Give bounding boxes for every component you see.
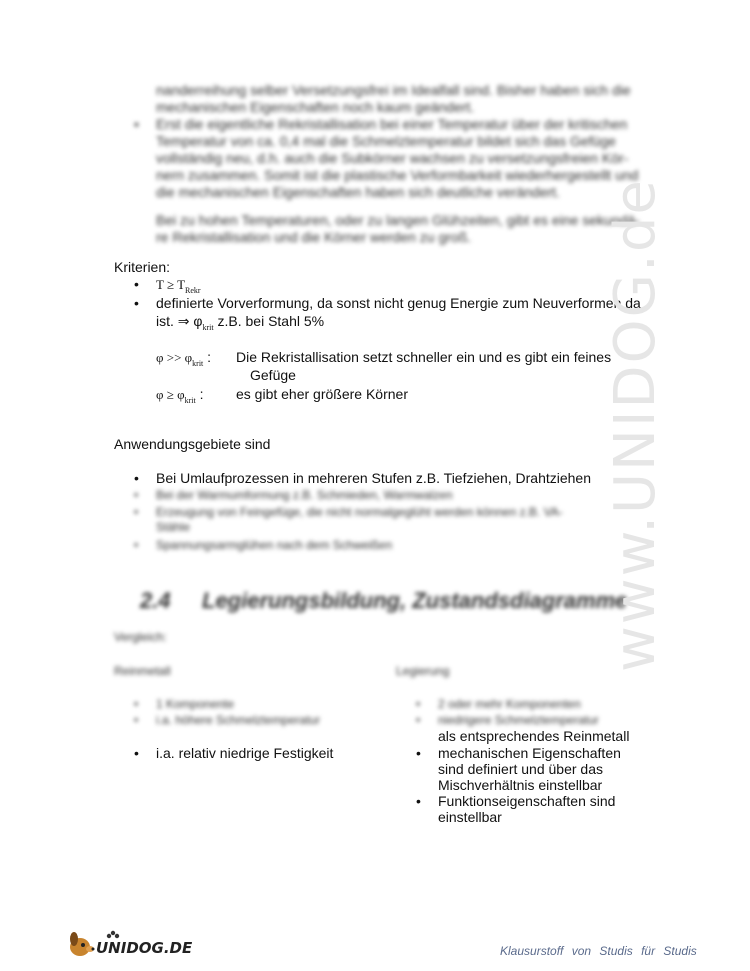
footer-tagline: Klausurstoff von Studis für Studis: [500, 944, 697, 958]
kriterien-item-vorverformung-cont: [156, 313, 324, 332]
formula-text: φ ≥ φ: [156, 387, 185, 402]
formula-subscript: Rekr: [185, 285, 201, 295]
formula-colon: :: [195, 386, 204, 402]
text-line: re Rekristallisation und die Körner werden zu groß.: [156, 229, 472, 245]
text-line: die mechanischen Eigenschaften haben sich deutliche verändert.: [156, 184, 560, 200]
text-line: nern zusammen. Somit ist die plastische Verformbarkeit wiederhergestellt und: [156, 167, 639, 183]
watermark: www.UNIDOG.de: [603, 178, 668, 672]
criterion-row-1-symbol: [156, 349, 211, 368]
section-number: 2.4: [140, 588, 171, 613]
unidog-logo: [66, 927, 193, 961]
reinmetall-item: • 1 Komponente: [156, 697, 234, 711]
legierung-item: • niedrigere Schmelztemperatur: [438, 713, 599, 727]
column-head-legierung: Legierung: [396, 664, 450, 678]
section-title: Legierungsbildung, Zustandsdiagramme: [202, 588, 628, 613]
formula-text: ist. ⇒ φ: [156, 313, 203, 329]
logo-text: UNIDOG.DE: [96, 939, 193, 957]
text-line: nanderreihung selber Versetzungsfrei im Idealfall sind. Bisher haben sich die: [156, 82, 631, 98]
text-line: Bei zu hohen Temperaturen, oder zu langen Glühzeiten, gibt es eine sekundä-: [156, 212, 640, 228]
anwendung-item-cont: Stähle: [156, 520, 191, 534]
formula-text: T ≥ T: [156, 277, 186, 292]
criterion-row-2-text: es gibt eher größere Körner: [236, 386, 408, 402]
formula-subscript: krit: [202, 322, 214, 332]
legierung-item: • 2 oder mehr Komponenten: [438, 697, 581, 711]
text-line: mechanischen Eigenschaften noch kaum geändert.: [156, 99, 475, 115]
criterion-row-1-text: Die Rekristallisation setzt schneller ein und es gibt ein feines: [236, 349, 612, 365]
anwendung-item: • Bei der Warmumformung z.B. Schmieden, Warmwalzen: [156, 488, 453, 502]
column-head-reinmetall: Reinmetall: [114, 664, 171, 678]
kriterien-item-vorverformung: • definierte Vorverformung, da sonst nicht genug Energie zum Neuverformen da: [156, 295, 641, 311]
anwendung-item: • Spannungsarmglühen nach dem Schweißen: [156, 538, 392, 552]
vergleich-label: Vergleich:: [114, 630, 167, 644]
legierung-item-eigenschaften: • mechanischen Eigenschaften: [438, 745, 621, 761]
legierung-item-cont: als entsprechendes Reinmetall: [438, 728, 630, 744]
formula-subscript: krit: [184, 395, 196, 405]
criterion-row-2-symbol: [156, 386, 204, 405]
legierung-item-cont: einstellbar: [438, 809, 502, 825]
text-line: vollständig neu, d.h. auch die Subkörner wachsen zu versetzungsfreien Kör-: [156, 150, 629, 166]
criterion-row-1-text-cont: Gefüge: [250, 367, 296, 383]
legierung-item-cont: sind definiert und über das: [438, 761, 603, 777]
text-line: • Erst die eigentliche Rekristallisation bei einer Temperatur über der kritischen: [156, 116, 627, 132]
reinmetall-item-festigkeit: • i.a. relativ niedrige Festigkeit: [156, 745, 333, 761]
formula-subscript: krit: [192, 358, 204, 368]
formula-text: φ >> φ: [156, 350, 193, 365]
legierung-item-cont: Mischverhältnis einstellbar: [438, 777, 603, 793]
text-line: Temperatur von ca. 0,4 mal die Schmelztemperatur bildet sich das Gefüge: [156, 133, 616, 149]
formula-tail: z.B. bei Stahl 5%: [213, 313, 325, 329]
reinmetall-item: • i.a. höhere Schmelztemperatur: [156, 713, 320, 727]
formula-colon: :: [203, 349, 212, 365]
kriterien-heading: Kriterien:: [114, 259, 171, 275]
kriterien-item-temperature: [156, 276, 201, 295]
anwendung-heading: Anwendungsgebiete sind: [114, 436, 271, 452]
anwendung-item: • Bei Umlaufprozessen in mehreren Stufen z.B. Tiefziehen, Drahtziehen: [156, 470, 591, 486]
legierung-item-funktion: • Funktionseigenschaften sind: [438, 793, 615, 809]
anwendung-item: • Erzeugung von Feingefüge, die nicht normalgeglüht werden können z.B. VA-: [156, 505, 563, 519]
